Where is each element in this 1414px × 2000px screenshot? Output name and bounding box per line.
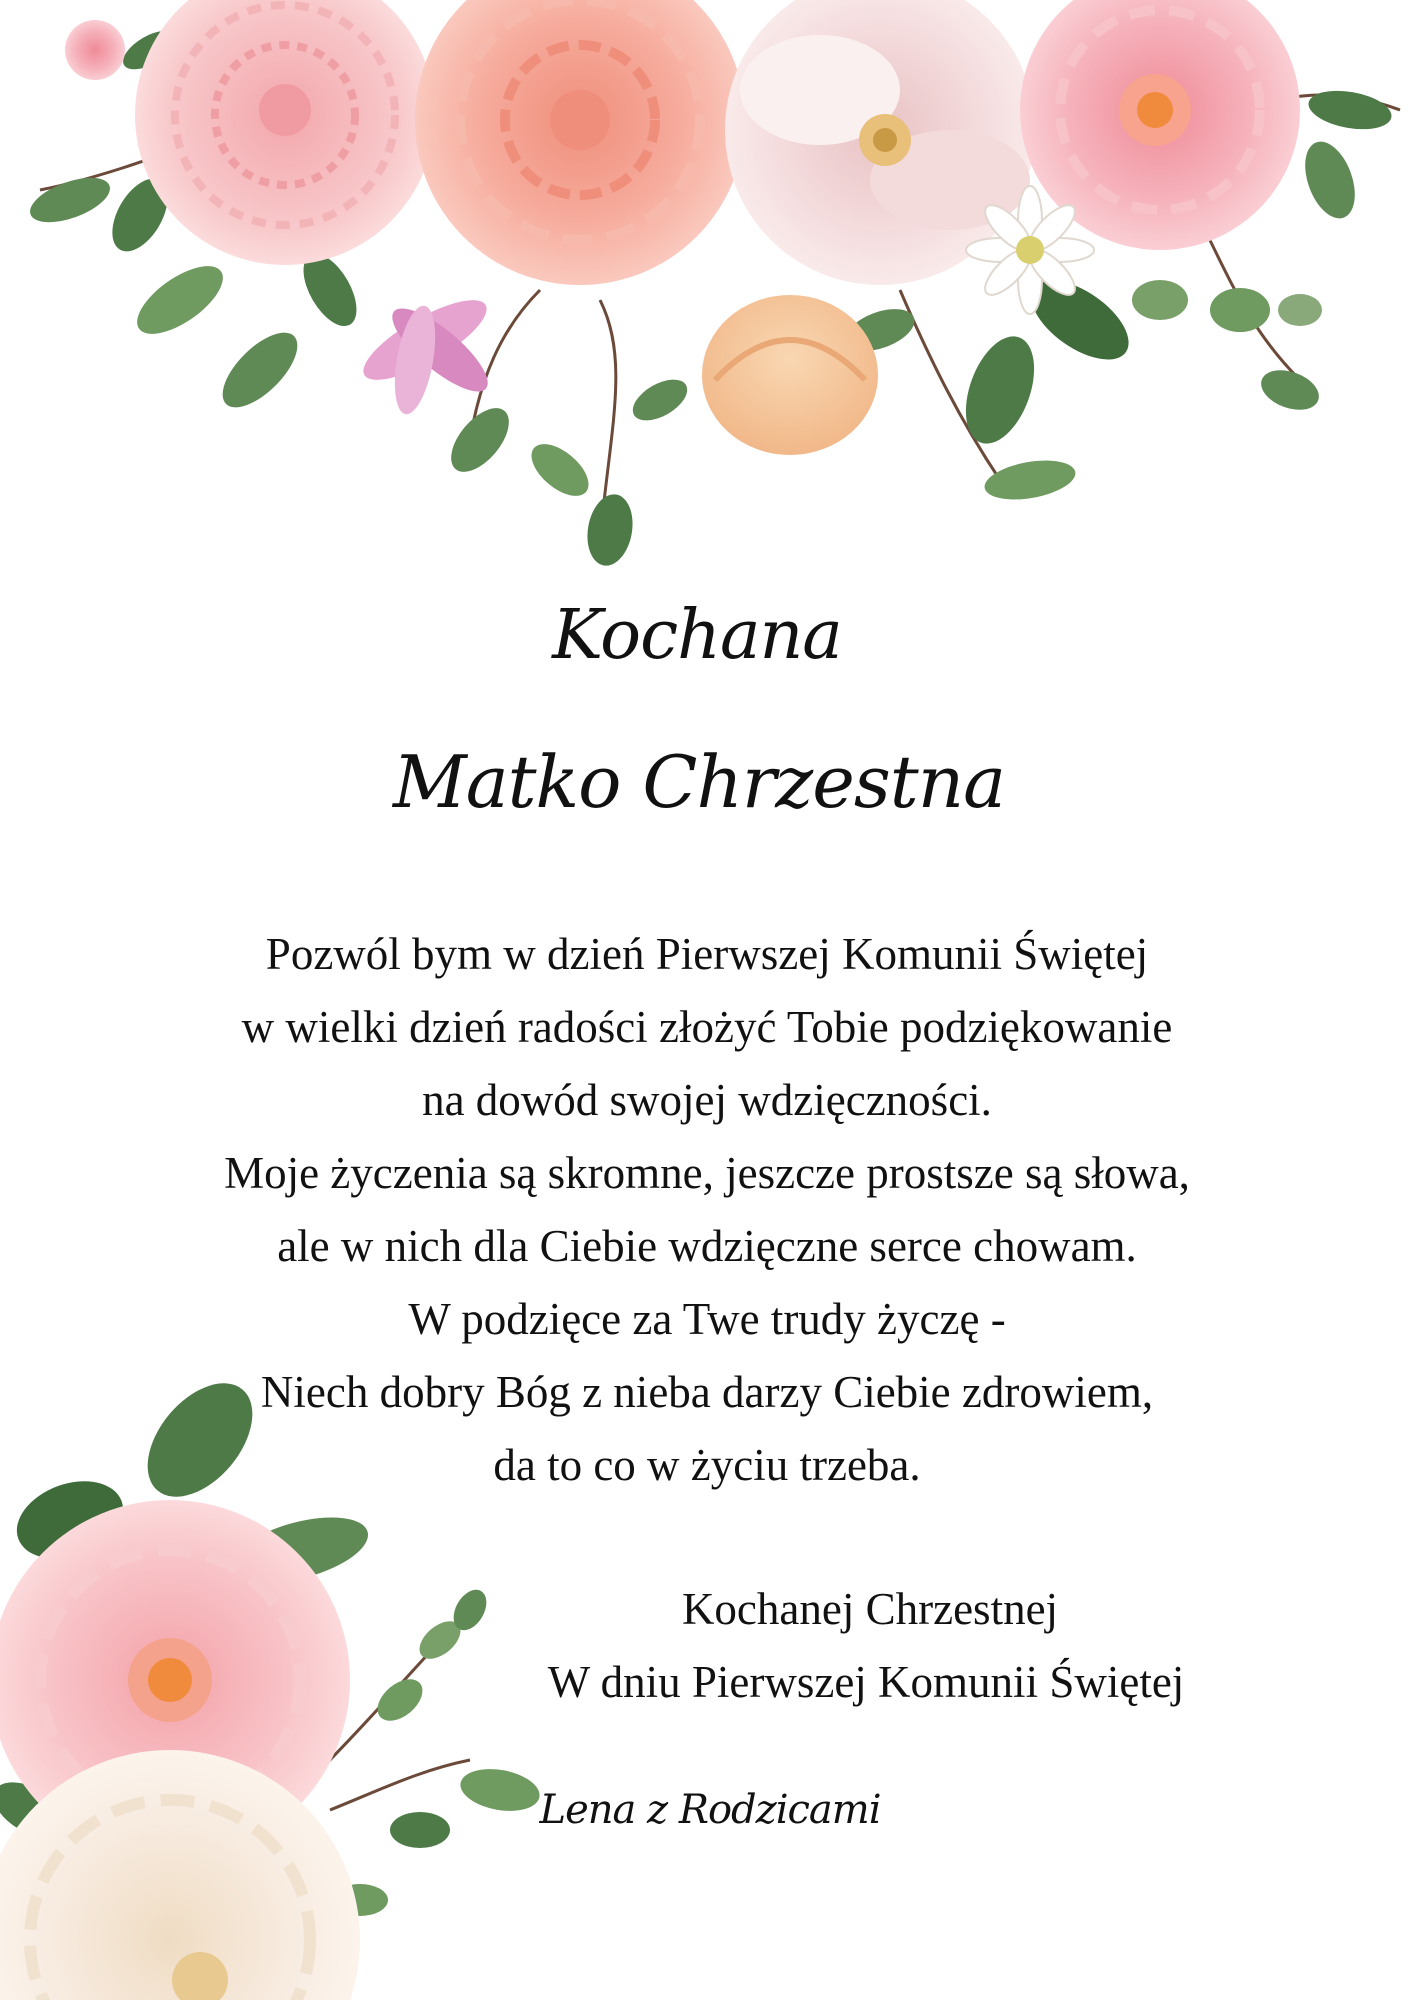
dahlia-flower (135, 0, 435, 265)
dedication-text (470, 1573, 1270, 1719)
poem-line: Pozwól bym w dzień Pierwszej Komunii Świętej (265, 929, 1149, 979)
dedication-line-1: Kochanej Chrzestnej (681, 1584, 1059, 1634)
peach-peony (415, 0, 745, 285)
card-heading-line-1: Kochana (552, 596, 842, 675)
poem-line: ale w nich dla Ciebie wdzięczne serce chowam. (277, 1221, 1137, 1271)
poem-line: w wielki dzień radości złożyć Tobie podziękowanie (241, 1002, 1173, 1052)
dedication-line-2: W dniu Pierwszej Komunii Świętej (547, 1657, 1185, 1707)
pink-lily (353, 286, 498, 417)
signature: Lena z Rodzicami (539, 1787, 881, 1833)
floral-bouquet-top (0, 0, 1414, 600)
poem-line: na dowód swojej wdzięczności. (422, 1075, 992, 1125)
poem-line: Niech dobry Bóg z nieba darzy Ciebie zdrowiem, (260, 1367, 1154, 1417)
poem-line: da to co w życiu trzeba. (493, 1440, 921, 1490)
peach-tulip (702, 295, 878, 455)
poem-line: W podzięce za Twe trudy życzę - (408, 1294, 1006, 1344)
poem-text (0, 918, 1414, 1502)
card-heading-line-2: Matko Chrzestna (392, 740, 1006, 824)
poem-line: Moje życzenia są skromne, jeszcze prostsze są słowa, (224, 1148, 1190, 1198)
